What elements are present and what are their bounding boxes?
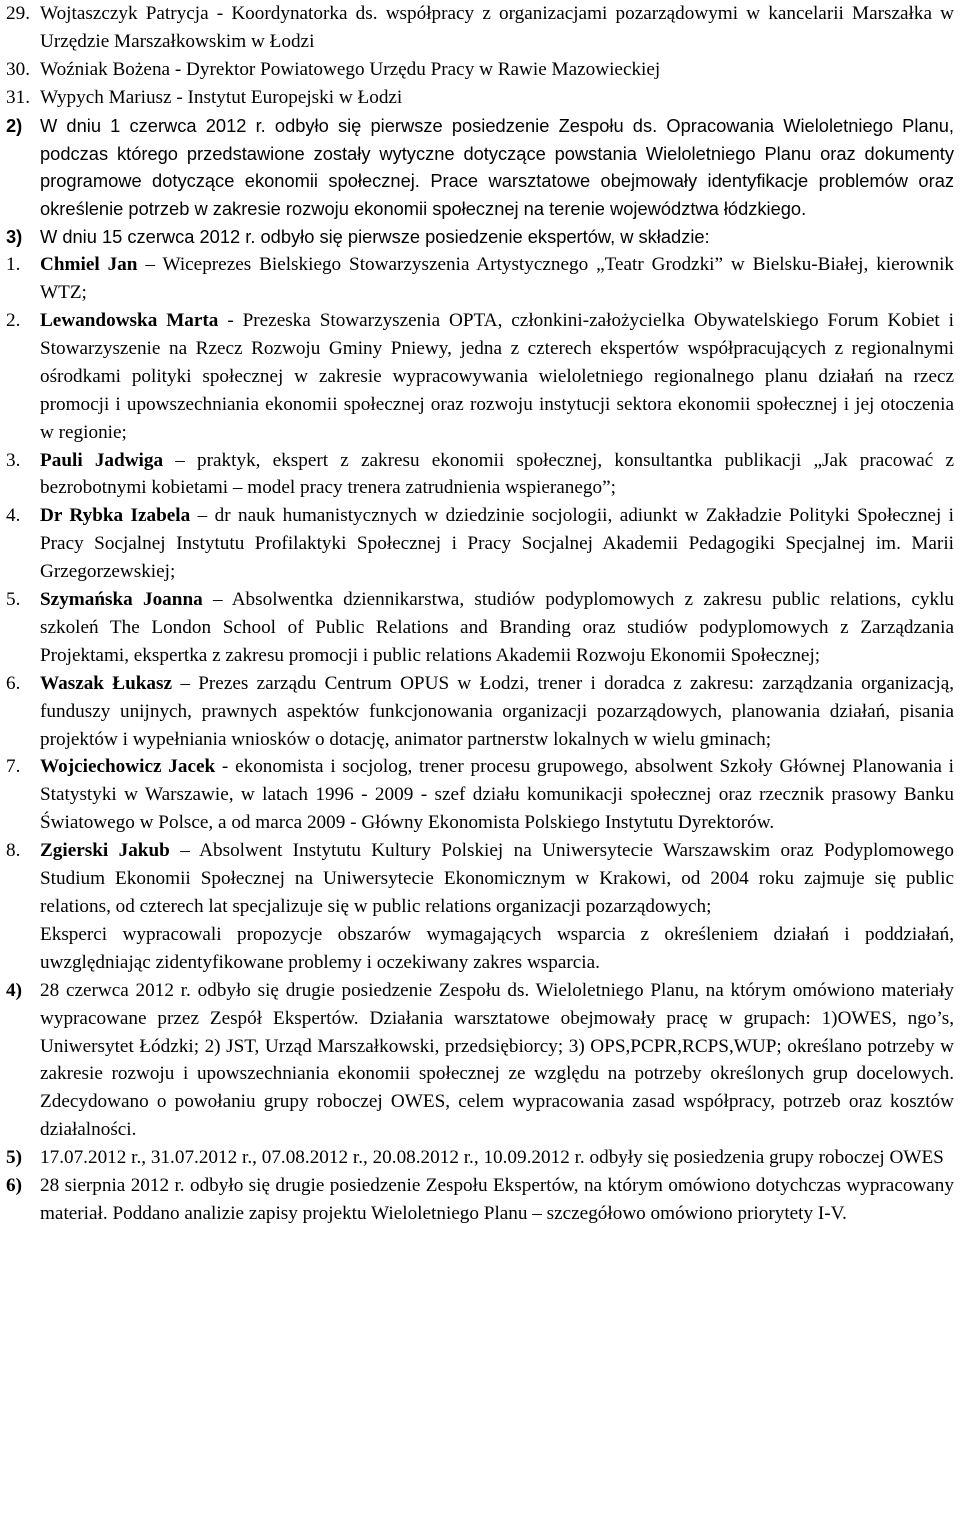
item-number: 31. (6, 86, 30, 108)
expert-number: 4. (6, 505, 21, 527)
expert-description: – praktyk, ekspert z zakresu ekonomii społecznej, konsultantka publikacji „Jak pracować z bezrobotnymi kobietami – model pracy trenera zatrudnienia wspieranego”; (40, 449, 954, 499)
list-item (6, 0, 954, 56)
item-text: 17.07.2012 r., 31.07.2012 r., 07.08.2012 r., 20.08.2012 r., 10.09.2012 r. odbyły się posiedzenia grupy roboczej OWES (40, 1147, 944, 1169)
expert-name: Szymańska Joanna (40, 589, 203, 611)
item-text: 28 czerwca 2012 r. odbyło się drugie posiedzenie Zespołu ds. Wieloletniego Planu, na którym omówiono materiały wypracowane przez Zespół Ekspertów. Działania warsztatowe obejmowały pracę w grupach: 1)OWES, ngo’s, Uniwersytet Łódzki; 2) JST, Urząd Marszałkowski, przedsiębiorcy; 3) OPS,PCPR,RCPS,WUP; określano potrzeby w zakresie rozwoju i upowszechniania ekonomii społecznej ze względu na potrzeby określonych grup docelowych. Zdecydowano o powołaniu grupy roboczej OWES, celem wypracowania zasad współpracy, potrzeb oraz kosztów działalności. (40, 979, 954, 1141)
expert-number: 7. (6, 756, 21, 778)
item-number: 4) (6, 979, 22, 1001)
expert-description: – Absolwentka dziennikarstwa, studiów podyplomowych z zakresu public relations, cyklu szkoleń The London School of Public Relations and Branding oraz studiów podyplomowych z Zarządzania Projektami, ekspertka z zakresu promocji i public relations Akademii Rozwoju Ekonomii Społecznej; (40, 589, 955, 666)
expert-description: - ekonomista i socjolog, trener procesu grupowego, absolwent Szkoły Głównej Planowania i Statystyki w Warszawie, w latach 1996 - 2009 - szef działu komunikacji społecznej oraz rzecznik prasowy Banku Światowego w Polsce, a od marca 2009 - Główny Ekonomista Polskiego Instytutu Dyrektorów. (40, 756, 955, 834)
expert-name: Dr Rybka Izabela (40, 505, 191, 527)
expert-name: Waszak Łukasz (40, 672, 173, 694)
item-text: Woźniak Bożena - Dyrektor Powiatowego Urzędu Pracy w Rawie Mazowieckiej (40, 58, 661, 80)
expert-name: Lewandowska Marta (40, 309, 219, 331)
experts-summary (6, 921, 954, 977)
expert-item (6, 307, 954, 447)
expert-number: 3. (6, 449, 21, 471)
item-text: 28 sierpnia 2012 r. odbyło się drugie posiedzenie Zespołu Ekspertów, na którym omówiono dotychczas wypracowany materiał. Poddano analizie zapisy projektu Wieloletniego Planu – szczegółowo omówiono priorytety I-V. (40, 1175, 954, 1224)
expert-description: – dr nauk humanistycznych w dziedzinie socjologii, adiunkt w Zakładzie Polityki Społecznej i Pracy Socjalnej Instytutu Profilaktyki Społecznej i Pracy Socjalnej Akademii Pedagogiki Specjalnej im. Marii Grzegorzewskiej; (40, 505, 954, 583)
expert-description: - Prezeska Stowarzyszenia OPTA, członkini-założycielka Obywatelskiego Forum Kobiet i Stowarzyszenie na Rzecz Rozwoju Gminy Pniewy, jedna z czterech ekspertów współpracujących z regionalnymi ośrodkami polityki społecznej w zakresie wypracowywania wieloletniego regionalnego planu działań na rzecz promocji i upowszechniania ekonomii społecznej oraz rozwoju instytucji sektora ekonomii społecznej i jej otoczenia w regionie; (40, 309, 954, 443)
expert-name: Pauli Jadwiga (40, 449, 164, 471)
paragraph-item-4 (6, 977, 954, 1144)
expert-description: – Prezes zarządu Centrum OPUS w Łodzi, trener i doradca z zakresu: zarządzania organizacją, funduszy unijnych, prawnych aspektów funkcjonowania organizacji pozarządowych, planowania działań, pisania projektów i wypełniania wniosków o dotację, animator partnerstw lokalnych w wielu gminach; (40, 672, 955, 750)
item-number: 2) (6, 114, 23, 136)
expert-item (6, 447, 954, 503)
item-text: W dniu 15 czerwca 2012 r. odbyło się pierwsze posiedzenie ekspertów, w składzie: (40, 226, 710, 248)
expert-number: 2. (6, 309, 21, 331)
expert-name: Wojciechowicz Jacek (40, 756, 216, 778)
expert-item (6, 753, 954, 837)
item-number: 5) (6, 1147, 22, 1169)
paragraph-item-6 (6, 1172, 954, 1228)
expert-description: – Wiceprezes Bielskiego Stowarzyszenia Artystycznego „Teatr Grodzki” w Bielsku-Białej, kierownik WTZ; (40, 254, 954, 304)
list-item (6, 84, 954, 112)
expert-number: 6. (6, 672, 21, 694)
item-text: W dniu 1 czerwca 2012 r. odbyło się pierwsze posiedzenie Zespołu ds. Opracowania Wieloletniego Planu, podczas którego przedstawione zostały wytyczne dotyczące powstania Wieloletniego Planu oraz dokumenty programowe dotyczące ekonomii społecznej. Prace warsztatowe obejmowały identyfikacje problemów oraz określenie potrzeb w zakresie rozwoju ekonomii społecznej na terenie województwa łódzkiego. (40, 114, 954, 220)
expert-item (6, 502, 954, 586)
expert-number: 5. (6, 589, 21, 611)
expert-item (6, 837, 954, 921)
list-item (6, 56, 954, 84)
item-number: 30. (6, 58, 30, 80)
expert-description: – Absolwent Instytutu Kultury Polskiej na Uniwersytecie Warszawskim oraz Podyplomowego Studium Ekonomii Społecznej na Uniwersytecie Ekonomicznym w Krakowi, od 2004 roku zajmuje się public relations, od czterech lat specjalizuje się w public relations organizacji pozarządowych; (40, 840, 954, 917)
paragraph-item-2 (6, 112, 954, 224)
expert-number: 8. (6, 840, 21, 862)
paragraph-item-5 (6, 1144, 954, 1172)
paragraph-item-3 (6, 223, 954, 251)
item-text: Wojtaszczyk Patrycja - Koordynatorka ds. współpracy z organizacjami pozarządowymi w kancelarii Marszałka w Urzędzie Marszałkowskim w Łodzi (40, 3, 954, 52)
expert-name: Chmiel Jan (40, 254, 138, 276)
expert-name: Zgierski Jakub (40, 840, 170, 862)
expert-item (6, 251, 954, 307)
summary-text: Eksperci wypracowali propozycje obszarów wymagających wsparcia z określeniem działań i poddziałań, uwzględniając zidentyfikowane problemy i oczekiwany zakres wsparcia. (40, 923, 954, 973)
item-number: 6) (6, 1175, 22, 1197)
item-text: Wypych Mariusz - Instytut Europejski w Łodzi (40, 86, 403, 108)
item-number: 3) (6, 226, 23, 248)
expert-number: 1. (6, 254, 21, 276)
expert-item (6, 586, 954, 670)
item-number: 29. (6, 3, 30, 24)
expert-item (6, 670, 954, 754)
